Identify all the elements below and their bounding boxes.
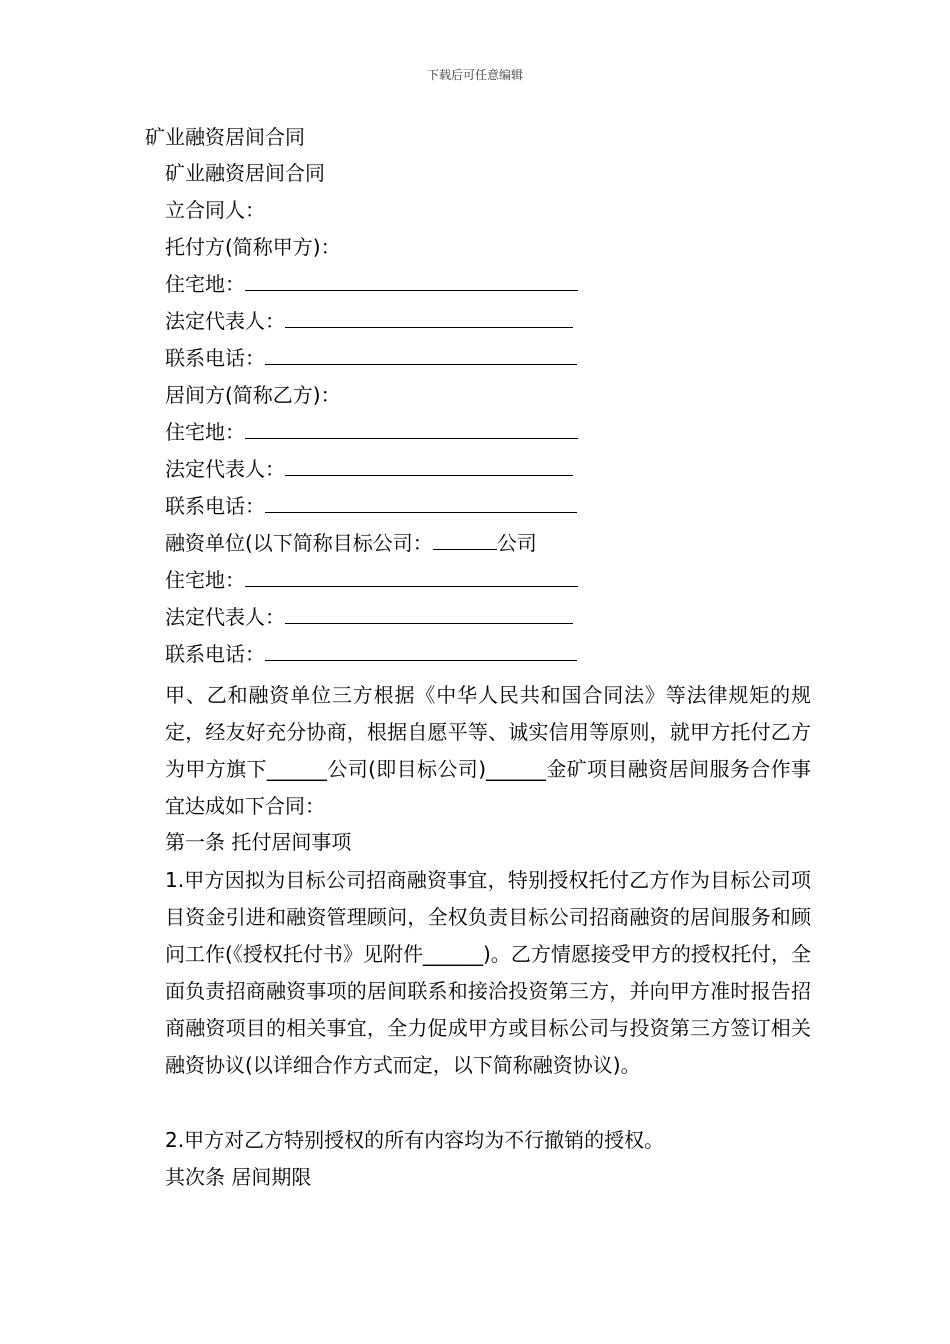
party-a-heading: 托付方(简称甲方)：: [165, 235, 341, 259]
financing-phone-line: [165, 641, 577, 667]
financing-heading-pre: 融资单位(以下简称目标公司：: [165, 531, 433, 555]
parties-label: 立合同人：: [165, 198, 265, 222]
party-a-rep-line: [165, 308, 573, 334]
clause-2-paragraph: [145, 1122, 811, 1159]
financing-heading-post: 公司: [496, 531, 537, 555]
financing-heading-line: [165, 530, 537, 556]
party-a-address-blank: [245, 272, 578, 291]
financing-company-blank: [433, 531, 497, 550]
party-b-address-label: 住宅地：: [165, 420, 245, 444]
page-header: 下载后可任意编辑: [426, 68, 523, 82]
financing-phone-label: 联系电话：: [165, 642, 265, 666]
financing-address-line: [165, 567, 578, 593]
party-b-phone-label: 联系电话：: [165, 494, 265, 518]
party-a-phone-blank: [265, 346, 577, 365]
document-title: 矿业融资居间合同: [145, 125, 305, 149]
financing-rep-blank: [285, 605, 573, 624]
financing-rep-line: [165, 604, 573, 630]
party-b-rep-label: 法定代表人：: [165, 457, 285, 481]
document-subtitle: 矿业融资居间合同: [165, 161, 325, 185]
party-a-address-line: [165, 271, 578, 297]
party-b-rep-line: [165, 456, 573, 482]
financing-address-blank: [245, 568, 578, 587]
clause-2-text: 2.甲方对乙方特别授权的所有内容均为不行撤销的授权。: [165, 1128, 665, 1152]
party-a-rep-blank: [285, 309, 573, 328]
party-a-phone-label: 联系电话：: [165, 346, 265, 370]
article-2-title: 其次条 居间期限: [165, 1165, 312, 1189]
financing-address-label: 住宅地：: [165, 568, 245, 592]
party-a-phone-line: [165, 345, 577, 371]
intro-paragraph: [145, 677, 811, 825]
party-b-phone-line: [165, 493, 577, 519]
financing-rep-label: 法定代表人：: [165, 605, 285, 629]
clause-1-text: 1.甲方因拟为目标公司招商融资事宜，特别授权托付乙方作为目标公司项目资金引进和融资管理顾问，全权负责目标公司招商融资的居间服务和顾问工作(《授权托付书》见附件______)。乙方情愿接受甲方的授权托付，全面负责招商融资事项的居间联系和接洽投资第三方，并向甲方准时报告招商融资项目的相关事宜，全力促成甲方或目标公司与投资第三方签订相关融资协议(以详细合作方式而定，以下简称融资协议)。: [165, 868, 811, 1077]
financing-phone-blank: [265, 642, 577, 661]
intro-text: 甲、乙和融资单位三方根据《中华人民共和国合同法》等法律规矩的规定，经友好充分协商，根据自愿平等、诚实信用等原则，就甲方托付乙方为甲方旗下______公司(即目标公司)______金矿项目融资居间服务合作事宜达成如下合同：: [165, 683, 811, 818]
party-a-rep-label: 法定代表人：: [165, 309, 285, 333]
party-b-address-line: [165, 419, 578, 445]
article-1-title: 第一条 托付居间事项: [165, 830, 352, 854]
clause-1-paragraph: [145, 862, 811, 1084]
party-b-heading: 居间方(简称乙方)：: [165, 383, 341, 407]
party-b-rep-blank: [285, 457, 573, 476]
party-b-address-blank: [245, 420, 578, 439]
party-a-address-label: 住宅地：: [165, 272, 245, 296]
party-b-phone-blank: [265, 494, 577, 513]
